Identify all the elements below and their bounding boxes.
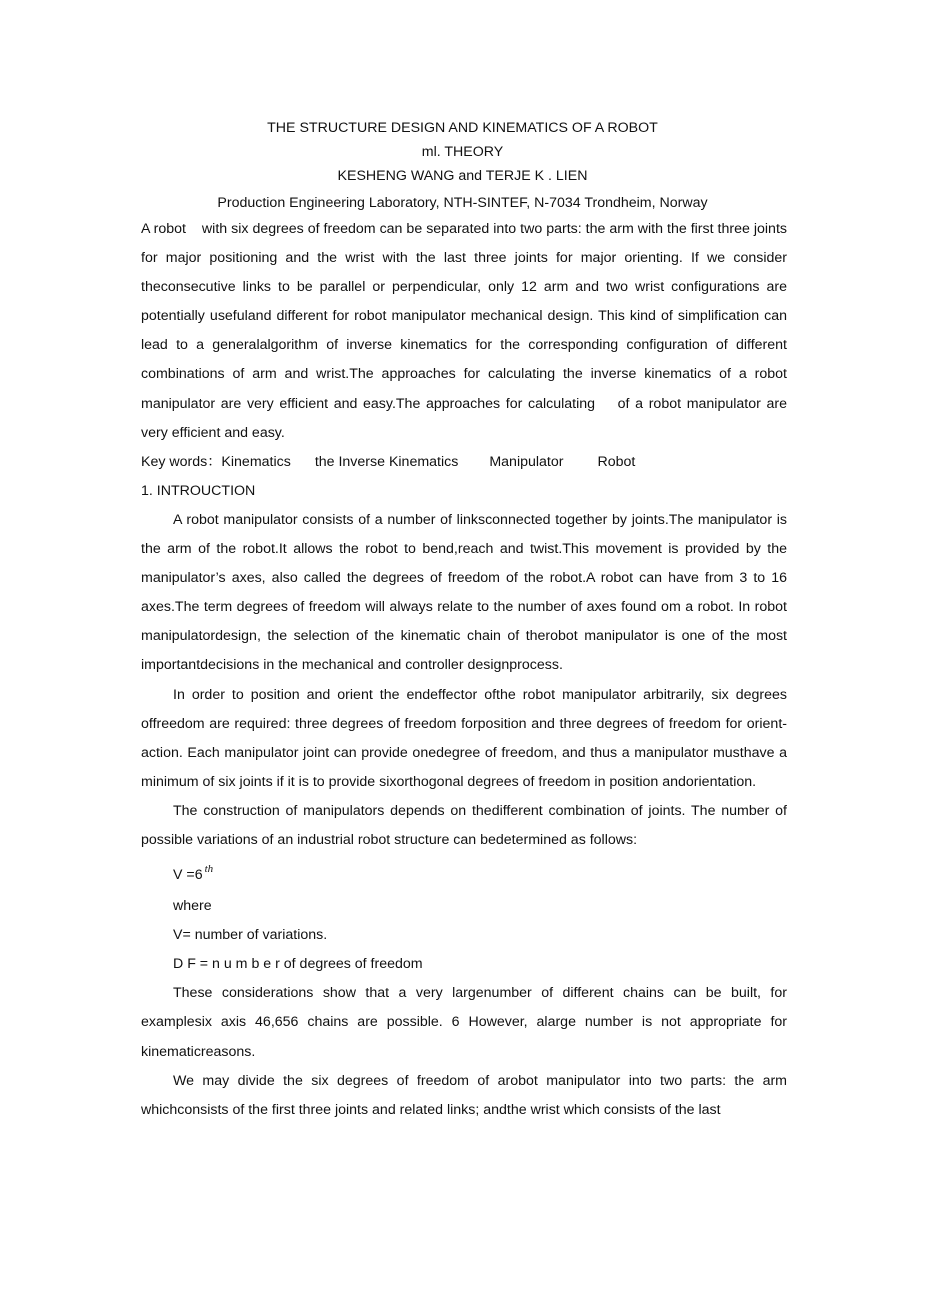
keyword-item: Manipulator	[489, 453, 564, 470]
body-paragraph: These considerations show that a very largenumber of different chains can be built, for examplesix axis 46,656 chains are possible. 6 However, alarge number is not appropriate for kinematicreasons.	[141, 985, 787, 1060]
definition-df: D F = n u m b e r of degrees of freedom	[173, 956, 423, 973]
paper-header	[0, 116, 925, 215]
paper-body	[141, 215, 791, 1125]
keywords-label: Key words：	[141, 453, 222, 470]
variation-formula	[141, 864, 787, 887]
paper-subtitle: ml. THEORY	[421, 144, 504, 160]
paper-authors: KESHENG WANG and TERJE K . LIEN	[337, 168, 588, 184]
keyword-item: the Inverse Kinematics	[314, 453, 459, 470]
body-paragraph: In order to position and orient the endeffector ofthe robot manipulator arbitrarily, six degrees offreedom are required: three degrees of freedom forposition and three degrees of freedom for orient-action. Each manipulator joint can provide onedegree of freedom, and thus a manipulator musthave a minimum of six joints if it is to provide sixorthogonal degrees of freedom in position andorientation.	[141, 686, 787, 790]
paper-title: THE STRUCTURE DESIGN AND KINEMATICS OF A ROBOT	[267, 120, 658, 136]
body-paragraph: We may divide the six degrees of freedom of arobot manipulator into two parts: the arm whichconsists of the first three joints and related links; andthe wrist which consists of the last	[141, 1072, 787, 1118]
keyword-item: Kinematics	[221, 453, 291, 470]
formula-superscript: th	[204, 863, 214, 876]
section-heading: 1. INTROUCTION	[141, 482, 256, 499]
keywords-line	[141, 448, 787, 477]
body-paragraph: A robot manipulator consists of a number of linksconnected together by joints.The manipulator is the arm of the robot.It allows the robot to bend,reach and twist.This movement is provided by the manipulator’s axes, also called the degrees of freedom of the robot.A robot can have from 3 to 16 axes.The term degrees of freedom will always relate to the number of axes found om a robot. In robot manipulatordesign, the selection of the kinematic chain of therobot manipulator is one of the most importantdecisions in the mechanical and controller designprocess.	[141, 511, 787, 674]
formula-base: V =6	[173, 867, 203, 884]
where-label: where	[173, 898, 212, 915]
keyword-item: Robot	[597, 453, 636, 470]
paper-affiliation: Production Engineering Laboratory, NTH-SINTEF, N-7034 Trondheim, Norway	[217, 195, 708, 211]
body-paragraph: The construction of manipulators depends on thedifferent combination of joints. The number of possible variations of an industrial robot structure can bedetermined as follows:	[141, 802, 787, 848]
abstract-paragraph: A robot with six degrees of freedom can be separated into two parts: the arm with the first three joints for major positioning and the wrist with the last three joints for major orienting. If we consider theconsecutive links to be parallel or perpendicular, only 12 arm and two wrist configurations are potentially usefuland different for robot manipulator mechanical design. This kind of simplification can lead to a generalalgorithm of inverse kinematics for the corresponding configuration of different combinations of arm and wrist.The approaches for calculating the inverse kinematics of a robot manipulator are very efficient and easy.The approaches for calculating of a robot manipulator are very efficient and easy.	[141, 221, 791, 441]
definition-v: V= number of variations.	[173, 927, 328, 944]
